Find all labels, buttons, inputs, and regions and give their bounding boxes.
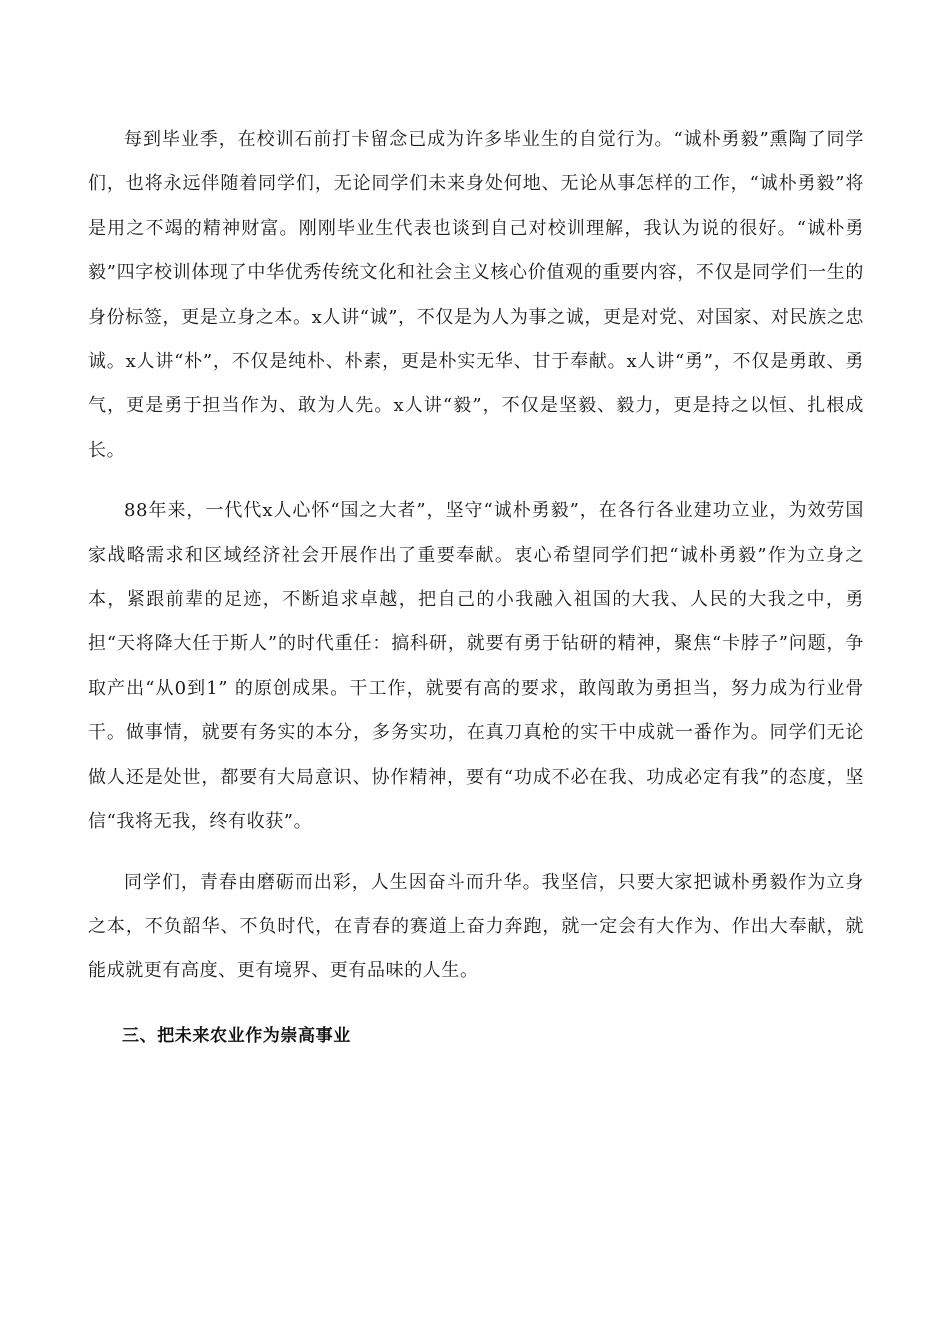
paragraph-youth: 同学们，青春由磨砺而出彩，人生因奋斗而升华。我坚信，只要大家把诚朴勇毅作为立身之本，不负韶华、不负时代，在青春的赛道上奋力奔跑，就一定会有大作为、作出大奉献，就能成就更有高度、更有境界、更有品味的人生。 [88, 871, 864, 982]
paragraph-history: 88年来，一代代x人心怀“国之大者”，坚守“诚朴勇毅”，在各行各业建功立业，为效劳国家战略需求和区域经济社会开展作出了重要奉献。衷心希望同学们把“诚朴勇毅”作为立身之本，紧跟前辈的足迹，不断追求卓越，把自己的小我融入祖国的大我、人民的大我之中，勇担“天将降大任于斯人”的时代重任：搞科研，就要有勇于钻研的精神，聚焦“卡脖子”问题，争取产出“从0到1” 的原创成果。干工作，就要有高的要求，敢闯敢为勇担当，努力成为行业骨干。做事情，就要有务实的本分，多务实功，在真刀真枪的实干中成就一番作为。同学们无论做人还是处世，都要有大局意识、协作精神，要有“功成不必在我、功成必定有我”的态度，坚信“我将无我，终有收获”。 [88, 500, 864, 833]
document-body [88, 118, 864, 1058]
paragraph-motto: 每到毕业季，在校训石前打卡留念已成为许多毕业生的自觉行为。“诚朴勇毅”熏陶了同学们，也将永远伴随着同学们，无论同学们未来身处何地、无论从事怎样的工作，“诚朴勇毅”将是用之不竭的精神财富。刚刚毕业生代表也谈到自己对校训理解，我认为说的很好。“诚朴勇毅”四字校训体现了中华优秀传统文化和社会主义核心价值观的重要内容，不仅是同学们一生的身份标签，更是立身之本。x人讲“诚”，不仅是为人为事之诚，更是对党、对国家、对民族之忠诚。x人讲“朴”，不仅是纯朴、朴素，更是朴实无华、甘于奉献。x人讲“勇”，不仅是勇敢、勇气，更是勇于担当作为、敢为人先。x人讲“毅”，不仅是坚毅、毅力，更是持之以恒、扎根成长。 [88, 129, 864, 461]
section-heading: 三、把未来农业作为崇高事业 [122, 1025, 351, 1046]
